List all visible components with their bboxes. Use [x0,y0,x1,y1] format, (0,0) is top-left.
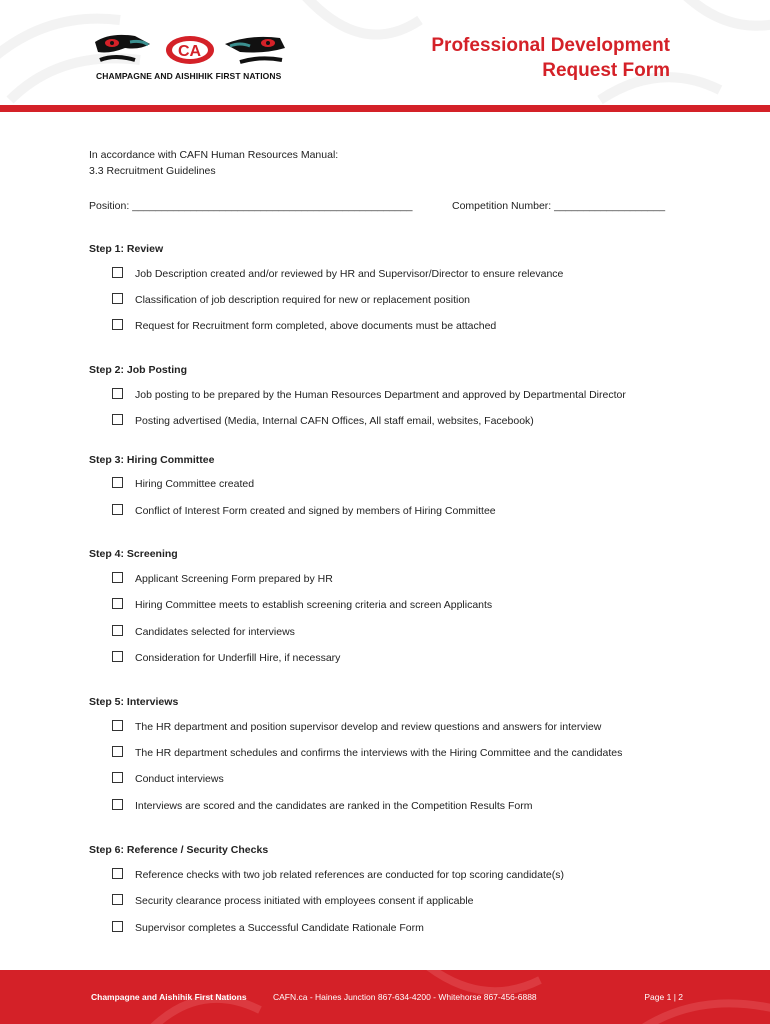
formline-animal-left [95,35,150,60]
checkbox[interactable] [112,799,123,810]
page-number: Page 1 | 2 [644,992,683,1002]
form-title [431,33,670,83]
footer-org-name: Champagne and Aishihik First Nations [91,992,247,1002]
page-footer [0,970,770,1024]
title-line-2: Request Form [542,60,670,81]
checkbox[interactable] [112,651,123,662]
step-3-title: Step 3: Hiring Committee [89,454,215,466]
ca-monogram [166,36,214,64]
checkbox[interactable] [112,625,123,636]
svg-text:CA: CA [178,43,202,60]
header-divider [0,105,770,112]
checkbox[interactable] [112,504,123,515]
checkbox[interactable] [112,477,123,488]
checkbox[interactable] [112,388,123,399]
step-6-title: Step 6: Reference / Security Checks [89,844,269,856]
checkbox[interactable] [112,572,123,583]
intro-line-2: 3.3 Recruitment Guidelines [89,165,216,177]
intro-text [89,147,338,179]
checkbox[interactable] [112,414,123,425]
step-2-title: Step 2: Job Posting [89,364,188,376]
checkbox[interactable] [112,720,123,731]
checkbox[interactable] [112,598,123,609]
competition-number-field[interactable]: Competition Number: ___________________ [452,200,666,212]
step-4-title: Step 4: Screening [89,548,178,560]
checkbox[interactable] [112,746,123,757]
checkbox[interactable] [112,868,123,879]
org-name: CHAMPAGNE AND AISHIHIK FIRST NATIONS [96,71,282,81]
checkbox[interactable] [112,772,123,783]
intro-line-1: In accordance with CAFN Human Resources Manual: [89,149,339,161]
position-field[interactable]: Position: ________________________________________________ [89,200,413,212]
step-5-title: Step 5: Interviews [89,696,179,708]
formline-animal-right [225,37,285,62]
page-header [0,0,770,112]
title-line-1: Professional Development [431,35,670,56]
checkbox[interactable] [112,267,123,278]
footer-contact: CAFN.ca - Haines Junction 867-634-4200 - Whitehorse 867-456-6888 [273,992,537,1002]
checkbox[interactable] [112,921,123,932]
checkbox[interactable] [112,894,123,905]
step-1-title: Step 1: Review [89,243,164,255]
checkbox[interactable] [112,319,123,330]
checkbox[interactable] [112,293,123,304]
